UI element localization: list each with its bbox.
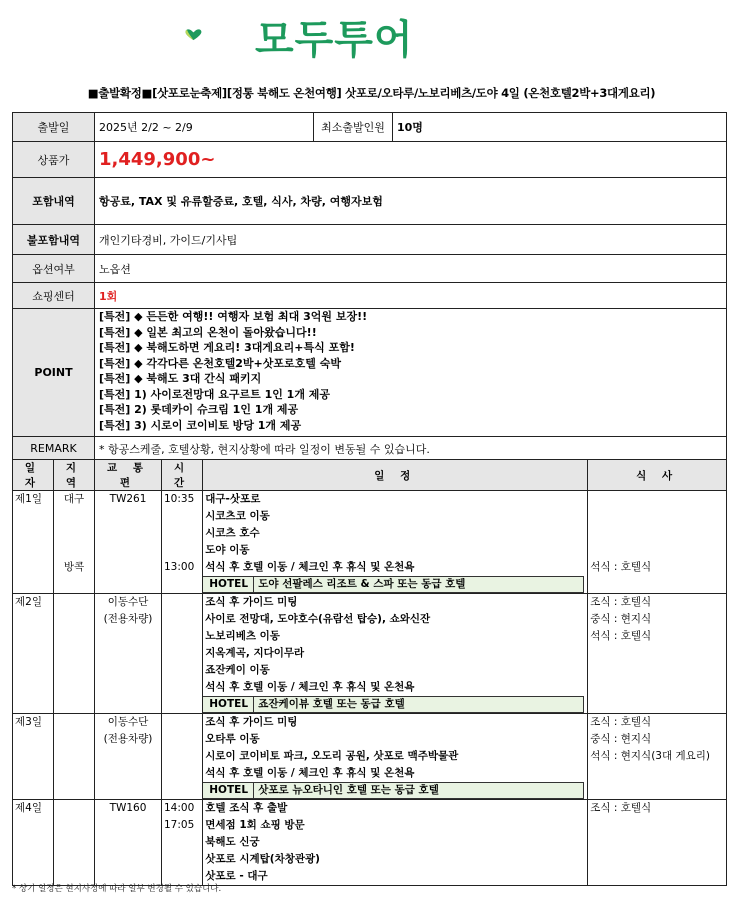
itinerary-item: 조식 후 가이드 미팅 xyxy=(205,596,298,608)
time: 13:00 xyxy=(164,561,195,573)
header-region: 지 역 xyxy=(54,460,95,491)
footnote: * 상기 일정은 현지사정에 따라 일부 변경될 수 있습니다. xyxy=(12,884,222,894)
hotel-row xyxy=(203,782,584,799)
meal: 중식 : 현지식 xyxy=(590,733,652,745)
itinerary-item: 지옥계곡, 지다이무라 xyxy=(205,647,305,659)
include-value: 항공료, TAX 및 유류할증료, 호텔, 식사, 차량, 여행자보험 xyxy=(95,178,727,225)
point-label: POINT xyxy=(13,309,95,437)
itinerary-item: 대구-삿포로 xyxy=(205,493,261,505)
hotel-name: 죠잔케이뷰 호텔 또는 동급 호텔 xyxy=(258,698,405,710)
meal: 석식 : 현지식(3대 게요리) xyxy=(590,750,710,762)
transport-detail: (전용차량) xyxy=(103,733,153,745)
remark-value: * 항공스케줄, 호텔상황, 현지상황에 따라 일정이 변동될 수 있습니다. xyxy=(95,437,727,461)
itinerary-item: 시로이 코이비토 파크, 오도리 공원, 삿포로 맥주박물관 xyxy=(205,750,459,762)
header-time: 시 간 xyxy=(162,460,203,491)
schedule-day-row xyxy=(13,800,727,886)
transport: 이동수단 xyxy=(107,596,149,608)
itinerary-item: 사이로 전망대, 도야호수(유람선 탑승), 쇼와신잔 xyxy=(205,613,431,625)
meal: 석식 : 호텔식 xyxy=(590,630,652,642)
transport-detail: (전용차량) xyxy=(103,613,153,625)
option-label: 옵션여부 xyxy=(13,255,95,283)
hotel-label: HOTEL xyxy=(203,783,254,798)
departure-label: 출발일 xyxy=(13,113,95,142)
itinerary-item: 도야 이동 xyxy=(205,544,250,556)
time: 17:05 xyxy=(164,819,195,831)
header-itinerary: 일 정 xyxy=(203,460,588,491)
time: 14:00 xyxy=(164,802,195,814)
transport: 이동수단 xyxy=(107,716,149,728)
point-item: [특전] ◆ 일본 최고의 온천이 돌아왔습니다!! xyxy=(99,325,317,339)
itinerary-item: 시코츠 호수 xyxy=(205,527,260,539)
point-list xyxy=(95,309,727,437)
price-label: 상품가 xyxy=(13,142,95,178)
meal: 조식 : 호텔식 xyxy=(590,716,652,728)
departure-value: 2025년 2/2 ~ 2/9 xyxy=(95,113,314,142)
day-label: 제1일 xyxy=(15,493,42,505)
option-value: 노옵션 xyxy=(95,255,727,283)
itinerary-item: 석식 후 호텔 이동 / 체크인 후 휴식 및 온천욕 xyxy=(205,561,415,573)
header-transport: 교 통 편 xyxy=(95,460,162,491)
hotel-row xyxy=(203,696,584,713)
day-label: 제3일 xyxy=(15,716,42,728)
header-meals: 식 사 xyxy=(588,460,727,491)
transport: TW160 xyxy=(109,802,147,814)
itinerary-item: 석식 후 호텔 이동 / 체크인 후 휴식 및 온천욕 xyxy=(205,681,415,693)
hotel-row xyxy=(203,576,584,593)
itinerary-item: 조식 후 가이드 미팅 xyxy=(205,716,298,728)
exclude-label: 불포함내역 xyxy=(13,225,95,255)
region: 방콕 xyxy=(63,561,85,573)
min-value: 10명 xyxy=(393,113,727,142)
meal: 중식 : 현지식 xyxy=(590,613,652,625)
schedule-table xyxy=(12,459,727,886)
product-info-table xyxy=(12,112,727,461)
point-item: [특전] ◆ 북해도 3대 간식 패키지 xyxy=(99,372,262,385)
itinerary-item: 석식 후 호텔 이동 / 체크인 후 휴식 및 온천욕 xyxy=(205,767,415,779)
schedule-day-row xyxy=(13,491,727,594)
hotel-name: 삿포로 뉴오타니인 호텔 또는 동급 호텔 xyxy=(258,784,439,796)
transport: TW261 xyxy=(109,493,147,505)
time: 10:35 xyxy=(164,493,195,505)
point-item: [특전] ◆ 든든한 여행!! 여행자 보험 최대 3억원 보장!! xyxy=(99,310,368,323)
shopping-value: 1회 xyxy=(95,283,727,309)
header-day: 일 자 xyxy=(13,460,54,491)
itinerary-item: 시코츠코 이동 xyxy=(205,510,270,522)
schedule-day-row xyxy=(13,594,727,714)
point-item: [특전] ◆ 각각다른 온천호텔2박+삿포로호텔 숙박 xyxy=(99,356,341,370)
itinerary-item: 면세점 1회 쇼핑 방문 xyxy=(205,819,305,831)
point-item: [특전] 1) 사이로전망대 요구르트 1인 1개 제공 xyxy=(99,387,331,401)
include-label: 포함내역 xyxy=(13,178,95,225)
day-label: 제4일 xyxy=(15,802,42,814)
brand-name: 모두투어 xyxy=(255,17,414,63)
itinerary-item: 삿포로 - 대구 xyxy=(205,870,268,882)
meal: 조식 : 호텔식 xyxy=(590,596,652,608)
price-value: 1,449,900~ xyxy=(95,142,727,178)
shopping-label: 쇼핑센터 xyxy=(13,283,95,309)
meal: 석식 : 호텔식 xyxy=(590,561,652,573)
itinerary-item: 호텔 조식 후 출발 xyxy=(205,802,288,814)
hotel-label: HOTEL xyxy=(203,577,254,592)
itinerary-item: 북해도 신궁 xyxy=(205,836,260,848)
schedule-day-row xyxy=(13,714,727,800)
meal: 조식 : 호텔식 xyxy=(590,802,652,814)
hotel-name: 도야 선팔레스 리조트 & 스파 또는 동급 호텔 xyxy=(258,578,466,590)
region: 대구 xyxy=(63,493,85,505)
itinerary-item: 노보리베츠 이동 xyxy=(205,630,280,642)
min-label: 최소출발인원 xyxy=(314,113,393,142)
page-title: ■출발확정■[삿포로눈축제][정통 북해도 온천여행] 삿포로/오타루/노보리베츠/도야 4일 (온천호텔2박+3대게요리) xyxy=(87,86,656,100)
itinerary-item: 오타루 이동 xyxy=(205,733,260,745)
heart-logo-icon xyxy=(185,10,255,60)
day-label: 제2일 xyxy=(15,596,42,608)
hotel-label: HOTEL xyxy=(203,697,254,712)
exclude-value: 개인기타경비, 가이드/기사팁 xyxy=(95,225,727,255)
itinerary-item: 삿포로 시계탑(차창관광) xyxy=(205,853,320,865)
point-item: [특전] 3) 시로이 코이비토 방당 1개 제공 xyxy=(99,418,302,432)
itinerary-item: 죠잔케이 이동 xyxy=(205,664,270,676)
remark-label: REMARK xyxy=(13,437,95,461)
point-item: [특전] 2) 롯데카이 슈크림 1인 1개 제공 xyxy=(99,403,299,416)
point-item: [특전] ◆ 북해도하면 게요리! 3대게요리+특식 포함! xyxy=(99,341,355,354)
